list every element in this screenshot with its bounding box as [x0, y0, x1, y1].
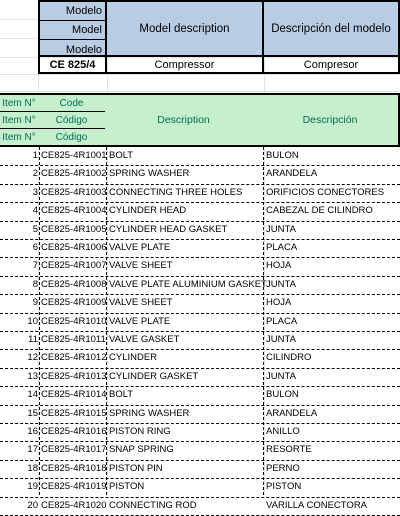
model-value: CE 825/4: [38, 57, 107, 74]
description-header: Description: [105, 93, 264, 147]
item-number-cell: 18: [27, 463, 38, 474]
table-row[interactable]: [0, 331, 400, 349]
description-cell: PISTON RING: [109, 426, 171, 437]
item-number-cell: 15: [27, 408, 38, 419]
code-cell: CE825-4R1007: [41, 260, 107, 271]
item-number-cell: 1: [32, 150, 38, 161]
code-cell: CE825-4R1015: [41, 408, 107, 419]
item-number-cell: 7: [32, 260, 38, 271]
description-cell: PISTON PIN: [109, 463, 163, 474]
model-label: Modelo: [65, 43, 102, 56]
code-cell: CE825-4R1002: [41, 168, 107, 179]
model-label: Model: [40, 21, 105, 40]
descripcion-cell: ARANDELA: [266, 168, 318, 179]
descripcion-cell: ARANDELA: [266, 408, 318, 419]
descripcion-cell: HOJA: [266, 297, 292, 308]
item-number-cell: 3: [32, 187, 38, 198]
item-number-label: Item N°: [0, 112, 38, 129]
table-row[interactable]: [0, 165, 400, 183]
item-number-cell: 12: [27, 352, 38, 363]
table-row[interactable]: [0, 405, 400, 423]
code-label: Código: [55, 132, 88, 143]
item-number-cell: 8: [32, 279, 38, 290]
code-cell: CE825-4R1010: [41, 316, 107, 327]
descripcion-cell: PLACA: [266, 242, 298, 253]
description-cell: VALVE SHEET: [109, 260, 173, 271]
descripcion-cell: ANILLO: [266, 426, 300, 437]
item-number-cell: 4: [32, 205, 38, 216]
gridline: [0, 74, 400, 75]
item-number-cell: 6: [32, 242, 38, 253]
descripcion-cell: PISTON: [266, 481, 302, 492]
item-number-cell: 16: [27, 426, 38, 437]
description-cell: CYLINDER: [109, 352, 158, 363]
code-cell: CE825-4R1012: [41, 352, 107, 363]
code-cell: CE825-4R1006: [41, 242, 107, 253]
code-header: [38, 93, 107, 147]
table-row[interactable]: [0, 478, 400, 496]
code-cell: CE825-4R1013: [41, 371, 107, 382]
descripcion-modelo-header: Descripción del modelo: [264, 0, 400, 57]
table-row[interactable]: [0, 221, 400, 239]
code-cell: CE825-4R1011: [41, 334, 106, 345]
descripcion-cell: JUNTA: [266, 224, 296, 235]
descripcion-cell: CABEZAL DE CILINDRO: [266, 205, 373, 216]
table-row[interactable]: [0, 239, 400, 257]
table-row[interactable]: [0, 349, 400, 367]
table-row[interactable]: [0, 497, 400, 515]
item-number-cell: 9: [32, 297, 38, 308]
item-number-cell: 19: [27, 481, 38, 492]
descripcion-cell: PERNO: [266, 463, 300, 474]
description-cell: VALVE SHEET: [109, 297, 173, 308]
code-cell: CE825-4R1019: [41, 481, 107, 492]
table-row[interactable]: [0, 147, 400, 165]
description-cell: CONNECTING THREE HOLES: [109, 187, 243, 198]
model-description-header: Model description: [107, 0, 264, 57]
item-number-label: Item N°: [2, 132, 36, 143]
code-label: Code: [38, 95, 105, 112]
code-cell: CE825-4R1014: [41, 389, 107, 400]
descripcion-cell: JUNTA: [266, 279, 296, 290]
descripcion-cell: JUNTA: [266, 371, 296, 382]
description-en-value: Compressor: [107, 57, 264, 74]
gridline: [0, 91, 400, 92]
item-number-label: Item N°: [0, 95, 38, 112]
descripcion-cell: JUNTA: [266, 334, 296, 345]
description-cell: CYLINDER HEAD GASKET: [109, 224, 228, 235]
descripcion-cell: ORIFICIOS CONECTORES: [266, 187, 385, 198]
table-row[interactable]: [0, 202, 400, 220]
item-number-cell: 20: [27, 500, 38, 511]
description-cell: CYLINDER HEAD: [109, 205, 187, 216]
descripcion-cell: RESORTE: [266, 444, 312, 455]
table-row[interactable]: [0, 257, 400, 275]
description-cell: SPRING WASHER: [109, 168, 190, 179]
table-row[interactable]: [0, 313, 400, 331]
table-row[interactable]: [0, 294, 400, 312]
item-number-cell: 17: [27, 444, 38, 455]
item-number-cell: 14: [27, 389, 38, 400]
description-cell: VALVE PLATE: [109, 242, 171, 253]
descripcion-cell: BULON: [266, 389, 299, 400]
code-cell: CE825-4R1009: [41, 297, 107, 308]
item-number-header: [0, 93, 40, 147]
descripcion-cell: HOJA: [266, 260, 292, 271]
description-cell: BOLT: [109, 389, 134, 400]
code-cell: CE825-4R1003: [41, 187, 107, 198]
description-cell: CONNECTING ROD: [109, 500, 197, 511]
descripcion-cell: CILINDRO: [266, 352, 312, 363]
code-cell: CE825-4R1005: [41, 224, 107, 235]
description-cell: CYLINDER GASKET: [109, 371, 199, 382]
model-label: Modelo: [40, 2, 105, 21]
code-cell: CE825-4R1020: [41, 500, 107, 511]
description-cell: SNAP SPRING: [109, 444, 174, 455]
description-cell: BOLT: [109, 150, 134, 161]
code-label: Código: [38, 112, 105, 129]
description-cell: VALVE PLATE ALUMINIUM GASKET: [109, 279, 267, 290]
descripcion-cell: VARILLA CONECTORA: [266, 500, 368, 511]
code-cell: CE825-4R1018: [41, 463, 107, 474]
table-row[interactable]: [0, 276, 400, 294]
model-header: [38, 0, 107, 57]
table-row[interactable]: [0, 386, 400, 404]
descripcion-cell: PLACA: [266, 316, 298, 327]
item-number-cell: 2: [32, 168, 38, 179]
description-es-value: Compresor: [264, 57, 400, 74]
table-row[interactable]: [0, 441, 400, 459]
description-cell: VALVE PLATE: [109, 316, 171, 327]
code-cell: CE825-4R1016: [41, 426, 107, 437]
descripcion-cell: BULON: [266, 150, 299, 161]
item-number-cell: 13: [27, 371, 38, 382]
descripcion-header: Descripción: [262, 93, 400, 147]
item-number-cell: 5: [32, 224, 38, 235]
item-number-cell: 10: [27, 316, 38, 327]
description-cell: VALVE GASKET: [109, 334, 180, 345]
description-cell: PISTON: [109, 481, 145, 492]
description-cell: SPRING WASHER: [109, 408, 190, 419]
item-number-cell: 11: [28, 334, 38, 345]
code-cell: CE825-4R1008: [41, 279, 107, 290]
table-row[interactable]: [0, 460, 400, 478]
code-cell: CE825-4R1017: [41, 444, 107, 455]
table-row[interactable]: [0, 423, 400, 441]
code-cell: CE825-4R1004: [41, 205, 107, 216]
code-cell: CE825-4R1001: [41, 150, 107, 161]
table-row[interactable]: [0, 368, 400, 386]
table-row[interactable]: [0, 184, 400, 202]
